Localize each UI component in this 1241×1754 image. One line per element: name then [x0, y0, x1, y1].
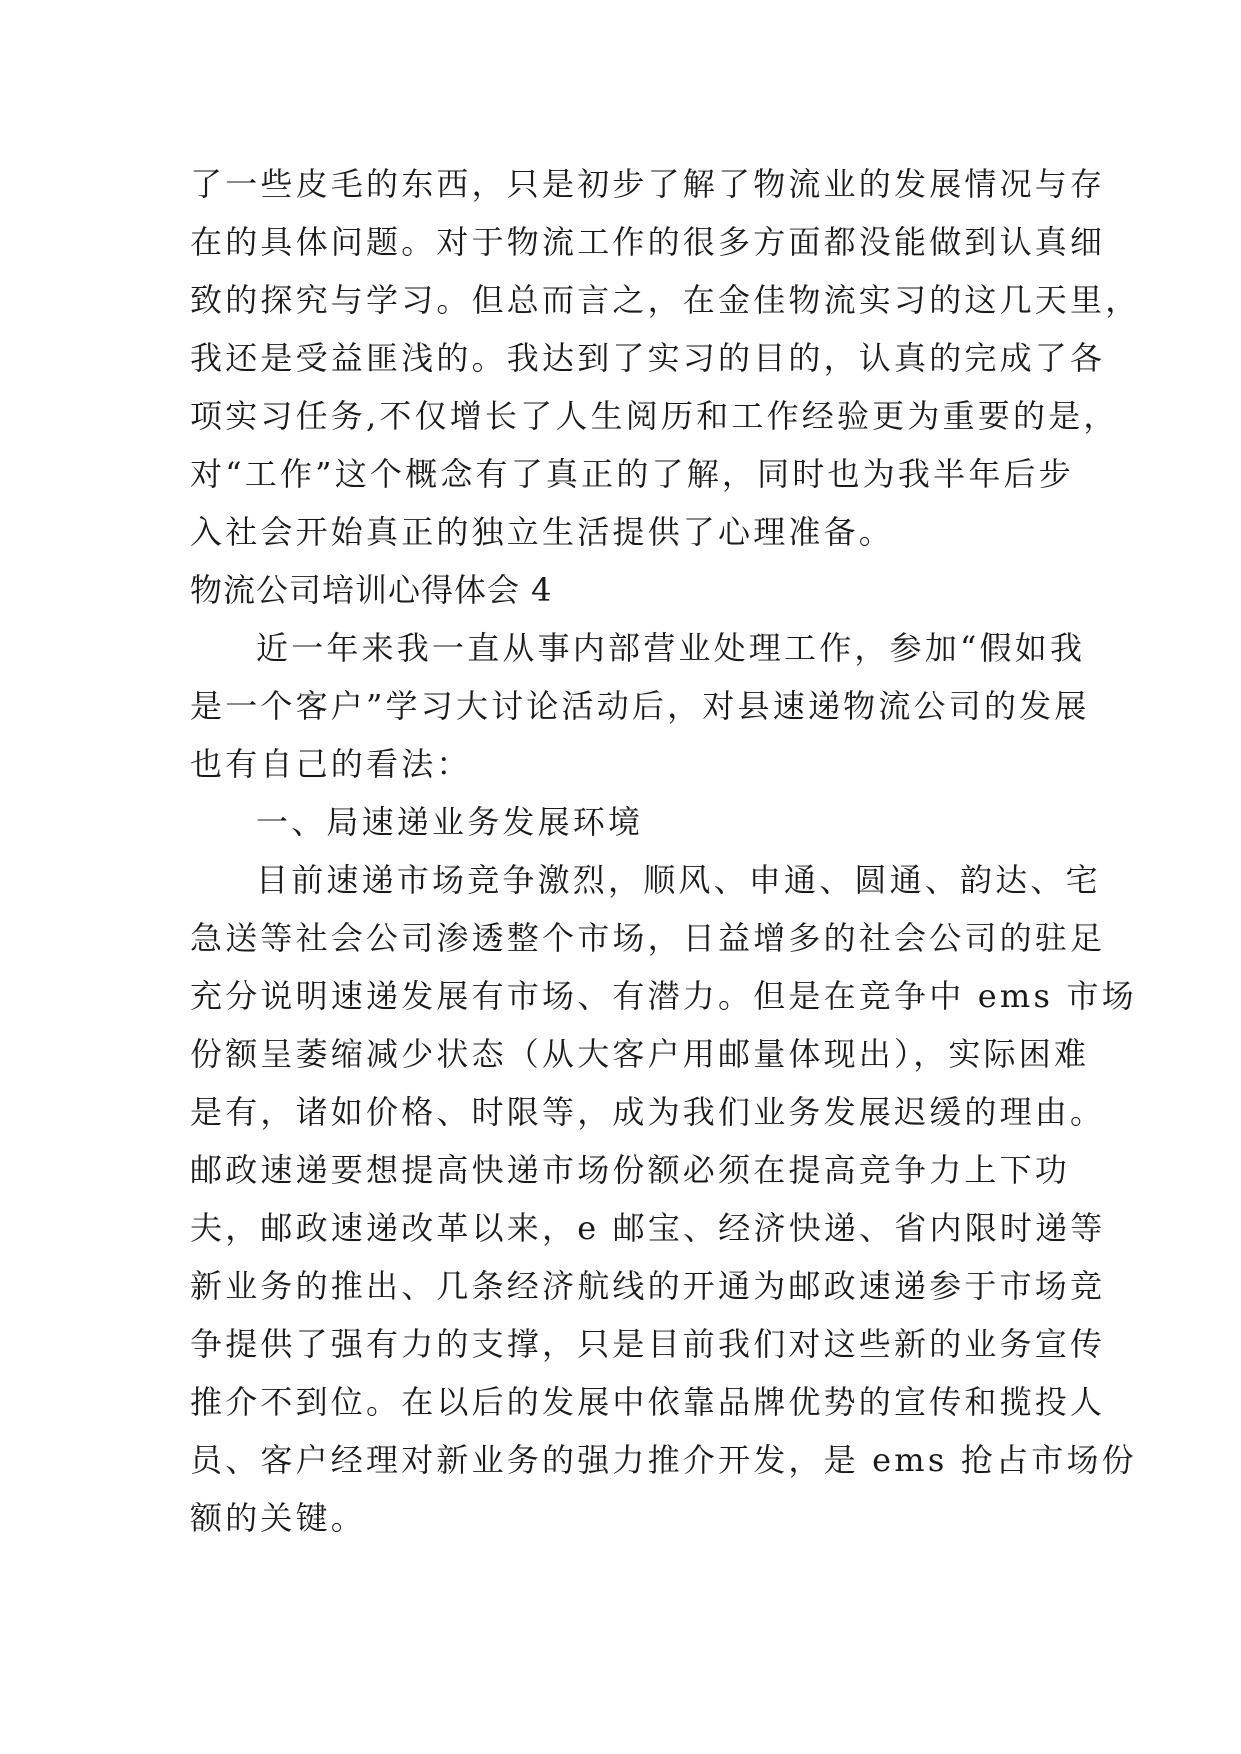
text-line: 额的关键。: [190, 1499, 367, 1537]
text-line: 急送等社会公司渗透整个市场，日益增多的社会公司的驻足: [190, 919, 1106, 957]
text-line: 也有自己的看法：: [190, 745, 472, 783]
section-title: 物流公司培训心得体会 4: [190, 571, 553, 609]
text-line: 致的探究与学习。但总而言之，在金佳物流实习的这几天里，: [190, 281, 1141, 319]
text-line: 入社会开始真正的独立生活提供了心理准备。: [190, 513, 895, 551]
text-line: 目前速递市场竞争激烈，顺风、申通、圆通、韵达、宅: [256, 861, 1101, 899]
text-line: 新业务的推出、几条经济航线的开通为邮政速递参于市场竞: [190, 1267, 1106, 1305]
text-line: 项实习任务,不仅增长了人生阅历和工作经验更为重要的是，: [190, 397, 1119, 435]
text-line: 邮政速递要想提高快递市场份额必须在提高竞争力上下功: [190, 1151, 1071, 1189]
text-line: 份额呈萎缩减少状态（从大客户用邮量体现出），实际困难: [190, 1035, 1090, 1073]
text-line: 近一年来我一直从事内部营业处理工作，参加“假如我: [256, 629, 1086, 667]
text-line: 是一个客户”学习大讨论活动后，对县速递物流公司的发展: [190, 687, 1090, 725]
text-line: 在的具体问题。对于物流工作的很多方面都没能做到认真细: [190, 223, 1106, 261]
text-line: 是有，诸如价格、时限等，成为我们业务发展迟缓的理由。: [190, 1093, 1106, 1131]
paragraph-market-environment: [190, 851, 1137, 1547]
text-line: 争提供了强有力的支撑，只是目前我们对这些新的业务宣传: [190, 1325, 1106, 1363]
text-line: 了一些皮毛的东西，只是初步了解了物流业的发展情况与存: [190, 165, 1106, 203]
text-line: 对“工作”这个概念有了真正的了解，同时也为我半年后步: [190, 455, 1074, 493]
document-body: [190, 155, 1141, 1547]
text-line: 员、客户经理对新业务的强力推介开发，是 ems 抢占市场份: [190, 1441, 1137, 1479]
paragraph-intro: [190, 619, 1090, 793]
text-line: 我还是受益匪浅的。我达到了实习的目的，认真的完成了各: [190, 339, 1106, 377]
text-line: 夫，邮政速递改革以来，e 邮宝、经济快递、省内限时递等: [190, 1209, 1106, 1247]
paragraph-internship-conclusion: [190, 155, 1141, 561]
text-line: 充分说明速递发展有市场、有潜力。但是在竞争中 ems 市场: [190, 977, 1137, 1015]
text-line: 推介不到位。在以后的发展中依靠品牌优势的宣传和揽投人: [190, 1383, 1106, 1421]
subheading: 一、局速递业务发展环境: [256, 803, 644, 841]
